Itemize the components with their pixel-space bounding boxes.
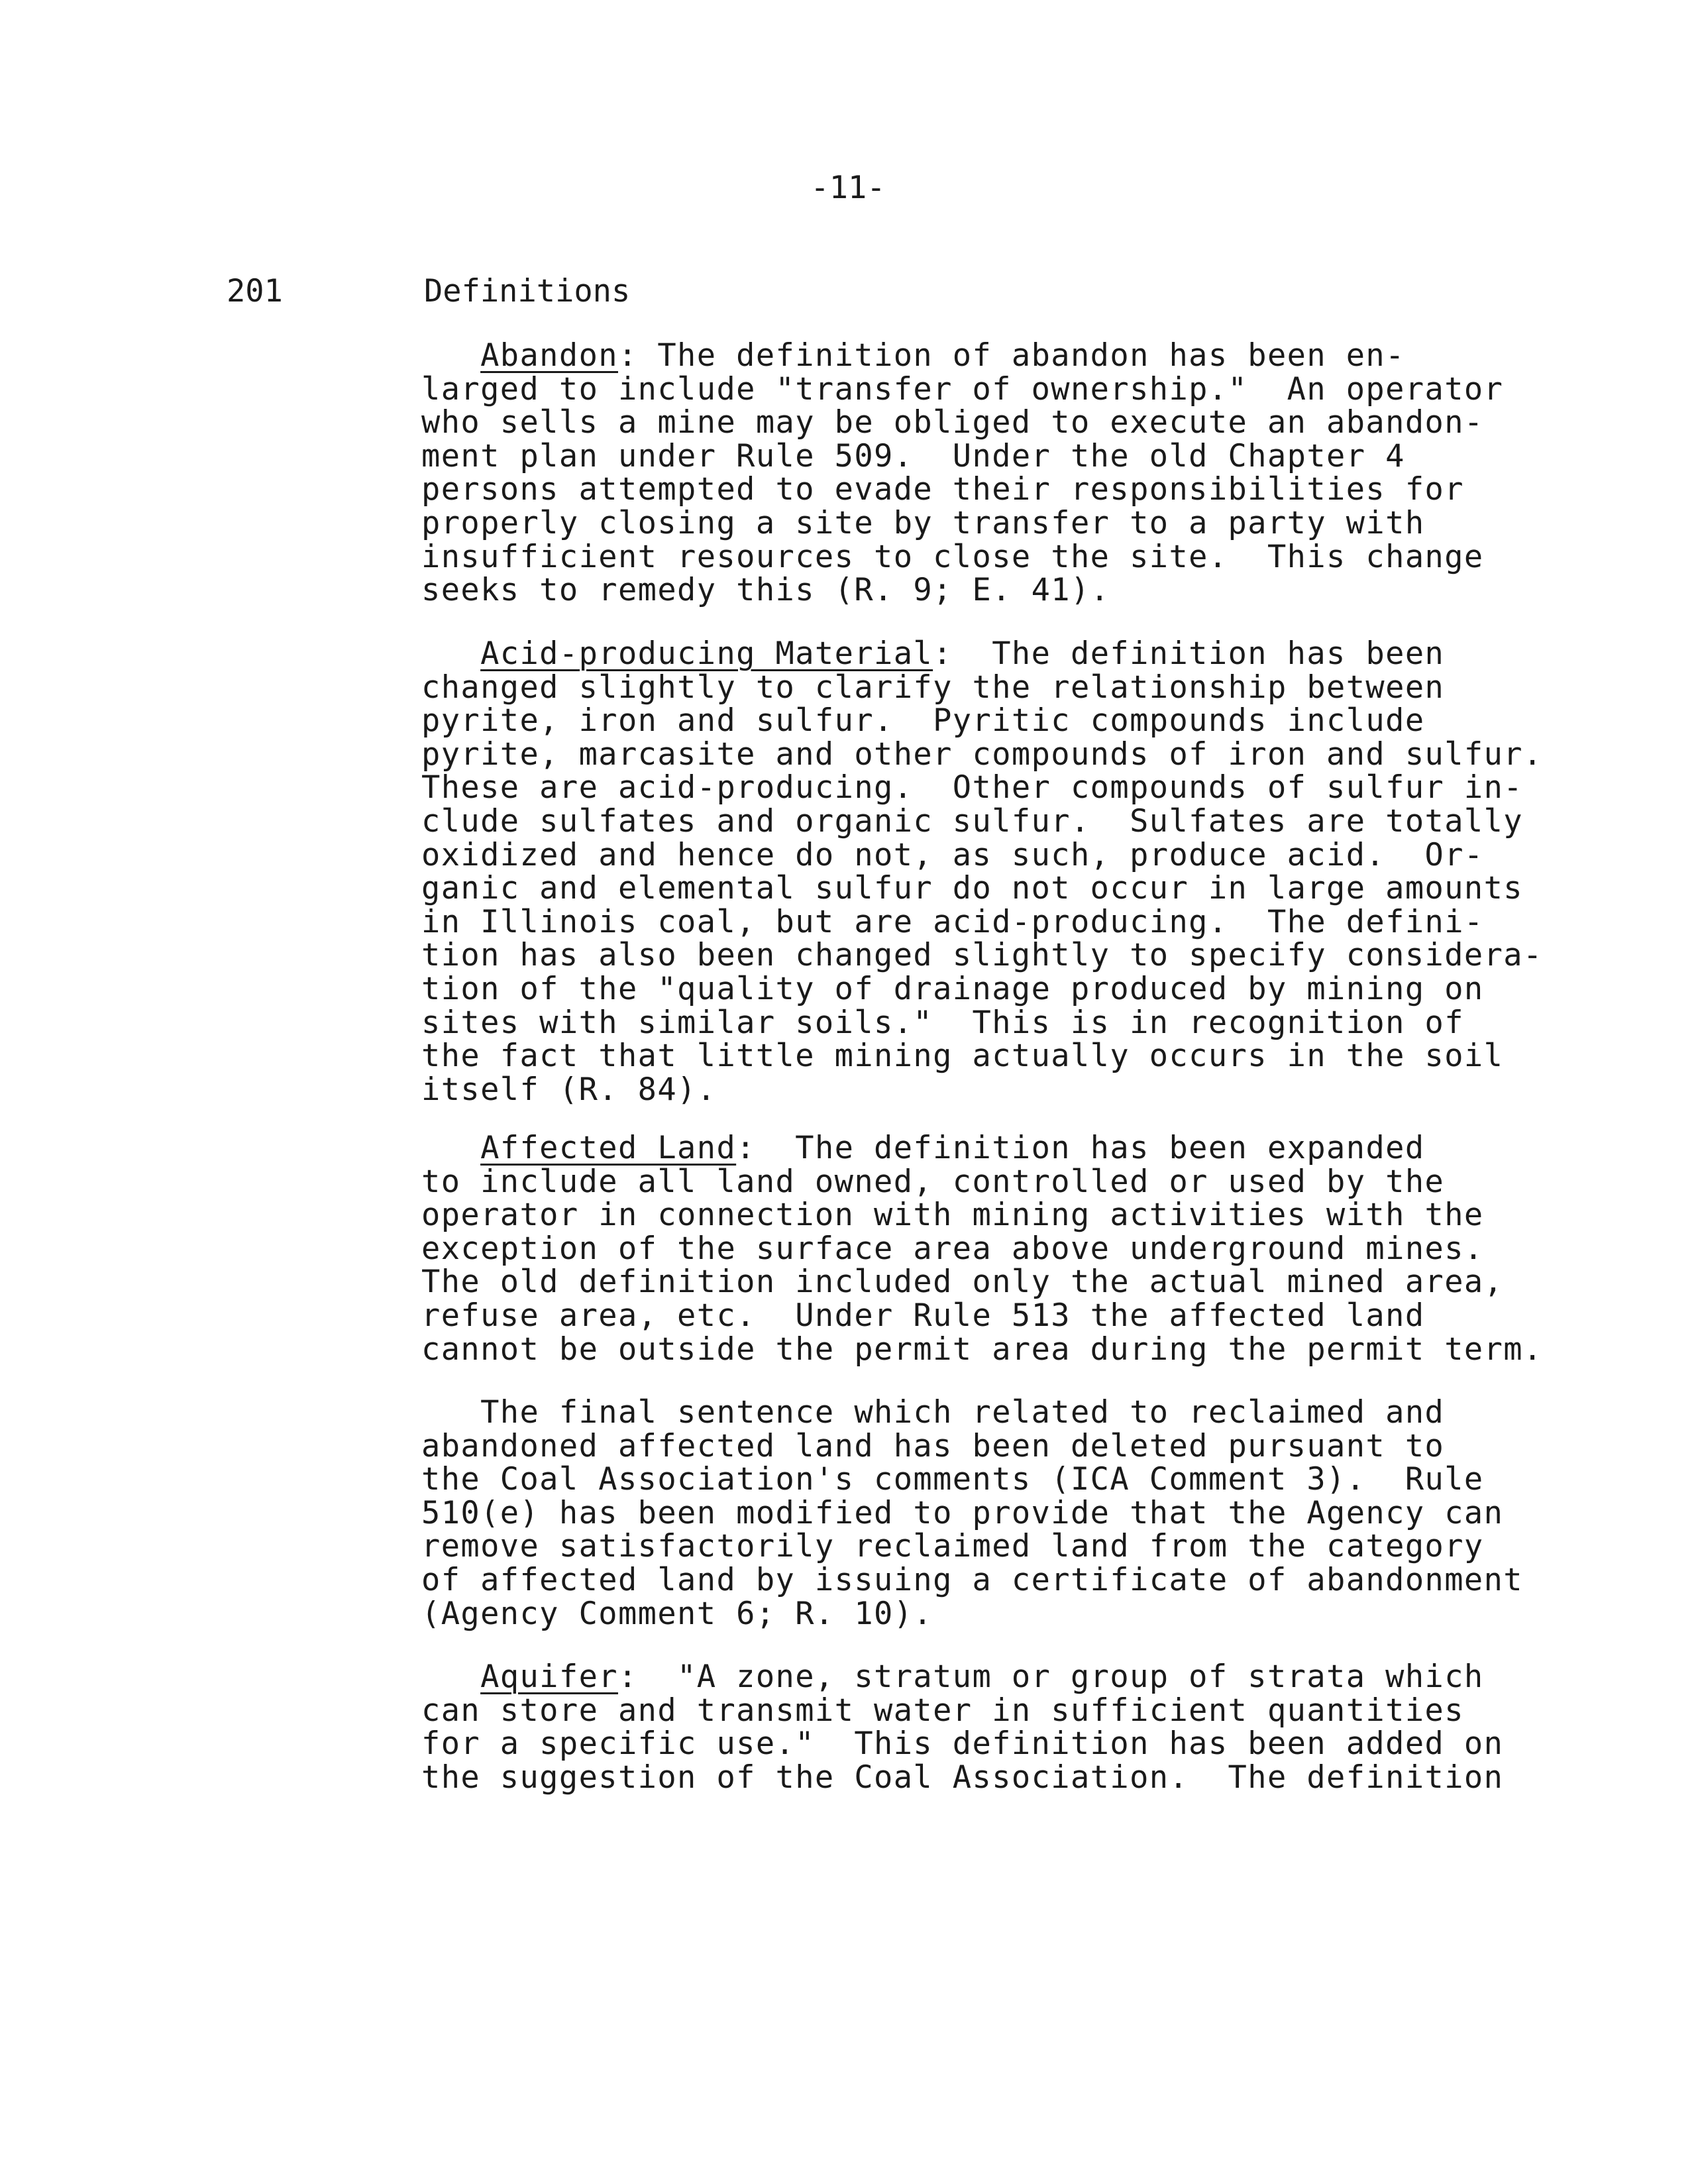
defined-term: Abandon — [480, 337, 618, 374]
paragraph-line: can store and transmit water in sufficient quantities — [421, 1692, 1464, 1729]
paragraph-line: oxidized and hence do not, as such, produce acid. Or- — [421, 836, 1484, 873]
paragraph-line: ganic and elemental sulfur do not occur in large amounts — [421, 870, 1523, 907]
paragraph-line: persons attempted to evade their responsibilities for — [421, 471, 1464, 508]
paragraph-line: to include all land owned, controlled or used by the — [421, 1163, 1445, 1200]
paragraph-line: the suggestion of the Coal Association. The definition — [421, 1759, 1504, 1796]
paragraph-line: The old definition included only the actual mined area, — [421, 1264, 1504, 1301]
paragraph-line: pyrite, marcasite and other compounds of iron and sulfur. — [421, 736, 1543, 773]
page-number: -11- — [810, 170, 886, 206]
paragraph-line: itself (R. 84). — [421, 1071, 717, 1108]
section-title: Definitions — [424, 273, 631, 309]
paragraph-abandon — [421, 339, 1574, 608]
section-number: 201 — [227, 273, 283, 309]
paragraph-line: sites with similar soils." This is in recognition of — [421, 1004, 1464, 1041]
paragraph-affected-land — [421, 1132, 1574, 1366]
paragraph-line: seeks to remedy this (R. 9; E. 41). — [421, 572, 1110, 609]
paragraph-line: clude sulfates and organic sulfur. Sulfates are totally — [421, 802, 1523, 840]
paragraph-line: Acid-producing Material: The definition has been — [480, 635, 1445, 672]
paragraph-line: who sells a mine may be obliged to execute an abandon- — [421, 404, 1484, 441]
paragraph-line: the fact that little mining actually occurs in the soil — [421, 1038, 1504, 1075]
paragraph-final-sentence — [421, 1396, 1574, 1631]
paragraph-line: exception of the surface area above underground mines. — [421, 1230, 1484, 1267]
defined-term: Affected Land — [480, 1130, 737, 1166]
paragraph-line: Affected Land: The definition has been expanded — [480, 1130, 1425, 1166]
defined-term: Aquifer — [480, 1659, 618, 1695]
paragraph-aquifer — [421, 1661, 1574, 1794]
paragraph-line: of affected land by issuing a certificate of abandonment — [421, 1561, 1523, 1598]
paragraph-line: operator in connection with mining activities with the — [421, 1197, 1484, 1234]
paragraph-line: in Illinois coal, but are acid-producing. The defini- — [421, 903, 1484, 940]
paragraph-line: insufficient resources to close the site. This change — [421, 538, 1484, 575]
paragraph-line: properly closing a site by transfer to a party with — [421, 504, 1425, 541]
paragraph-line: Aquifer: "A zone, stratum or group of strata which — [480, 1659, 1484, 1695]
paragraph-line: tion of the "quality of drainage produced by mining on — [421, 970, 1484, 1007]
paragraph-line: changed slightly to clarify the relationship between — [421, 669, 1445, 706]
paragraph-line: The final sentence which related to reclaimed and — [480, 1394, 1445, 1431]
paragraph-acid-producing-material — [421, 637, 1574, 1107]
paragraph-line: cannot be outside the permit area during the permit term. — [421, 1331, 1543, 1368]
paragraph-line: for a specific use." This definition has been added on — [421, 1725, 1504, 1763]
paragraph-line: Abandon: The definition of abandon has been en- — [480, 337, 1405, 374]
paragraph-line: These are acid-producing. Other compounds of sulfur in- — [421, 769, 1523, 806]
paragraph-line: tion has also been changed slightly to specify considera- — [421, 937, 1543, 974]
paragraph-line: the Coal Association's comments (ICA Comment 3). Rule — [421, 1461, 1484, 1498]
paragraph-line: refuse area, etc. Under Rule 513 the affected land — [421, 1297, 1425, 1334]
paragraph-line: pyrite, iron and sulfur. Pyritic compounds include — [421, 702, 1425, 739]
paragraph-line: larged to include "transfer of ownership." An operator — [421, 370, 1504, 408]
paragraph-line: remove satisfactorily reclaimed land from the category — [421, 1528, 1484, 1565]
paragraph-line: ment plan under Rule 509. Under the old Chapter 4 — [421, 437, 1405, 474]
defined-term: Acid-producing Material — [480, 635, 933, 672]
paragraph-line: 510(e) has been modified to provide that the Agency can — [421, 1494, 1504, 1531]
paragraph-line: abandoned affected land has been deleted pursuant to — [421, 1427, 1445, 1464]
paragraph-line: (Agency Comment 6; R. 10). — [421, 1595, 933, 1632]
